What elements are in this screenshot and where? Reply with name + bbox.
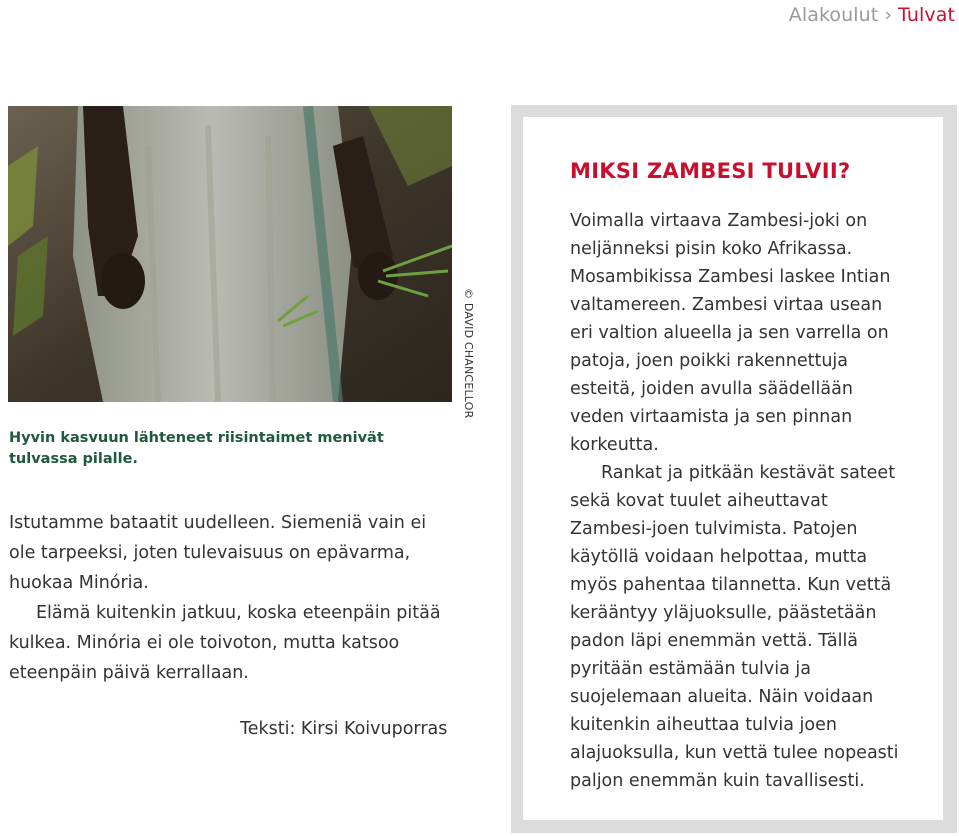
author-credit: Teksti: Kirsi Koivuporras	[240, 719, 448, 739]
breadcrumb	[789, 4, 955, 26]
breadcrumb-link-alakoulut[interactable]: Alakoulut	[788, 4, 879, 26]
photo-caption: Hyvin kasvuun lähteneet riisintaimet menivät tulvassa pilalle.	[9, 430, 384, 467]
fact-box-paragraph-2: Rankat ja pitkään kestävät sateet sekä kovat tuulet aiheuttavat Zambesi-joen tulvimista. Patojen käytöllä voidaan helpottaa, mutta myös pahentaa tilannetta. Kun vettä kerääntyy yläjuoksulle, päästetään padon läpi enemmän vettä. Tällä pyritään estämään tulvia ja suojelemaan alueita. Näin voidaan kuitenkin aiheuttaa tulvia joen alajuoksulla, kun vettä tulee nopeasti paljon enemmän kuin tavallisesti.	[570, 463, 899, 791]
breadcrumb-chevron-icon: ›	[884, 4, 893, 26]
breadcrumb-current: Tulvat	[898, 4, 955, 26]
fact-box-title: MIKSI ZAMBESI TULVII?	[570, 159, 851, 183]
fact-box	[511, 105, 957, 833]
fact-box-text	[570, 207, 900, 795]
story-paragraph-1: Istutamme bataatit uudelleen. Siemeniä vain ei ole tarpeeksi, joten tulevaisuus on epävarma, huokaa Minória.	[9, 513, 427, 593]
photo-credit	[461, 288, 477, 419]
farmer-photo	[8, 106, 452, 402]
photo-credit-text: © DAVID CHANCELLOR	[462, 288, 475, 419]
fact-box-paragraph-1: Voimalla virtaava Zambesi-joki on neljänneksi pisin koko Afrikassa. Mosambikissa Zambesi laskee Intian valtamereen. Zambesi virtaa usean eri valtion alueella ja sen varrella on patoja, joen poikki rakennettuja esteitä, joiden avulla säädellään veden virtaamista ja sen pinnan korkeutta.	[570, 211, 891, 455]
story-text	[9, 508, 449, 688]
fact-box-panel	[523, 117, 943, 820]
story-paragraph-2: Elämä kuitenkin jatkuu, koska eteenpäin pitää kulkea. Minória ei ole toivoton, mutta katsoo eteenpäin päivä kerrallaan.	[9, 603, 441, 683]
farmer-photo-illustration	[8, 106, 452, 402]
